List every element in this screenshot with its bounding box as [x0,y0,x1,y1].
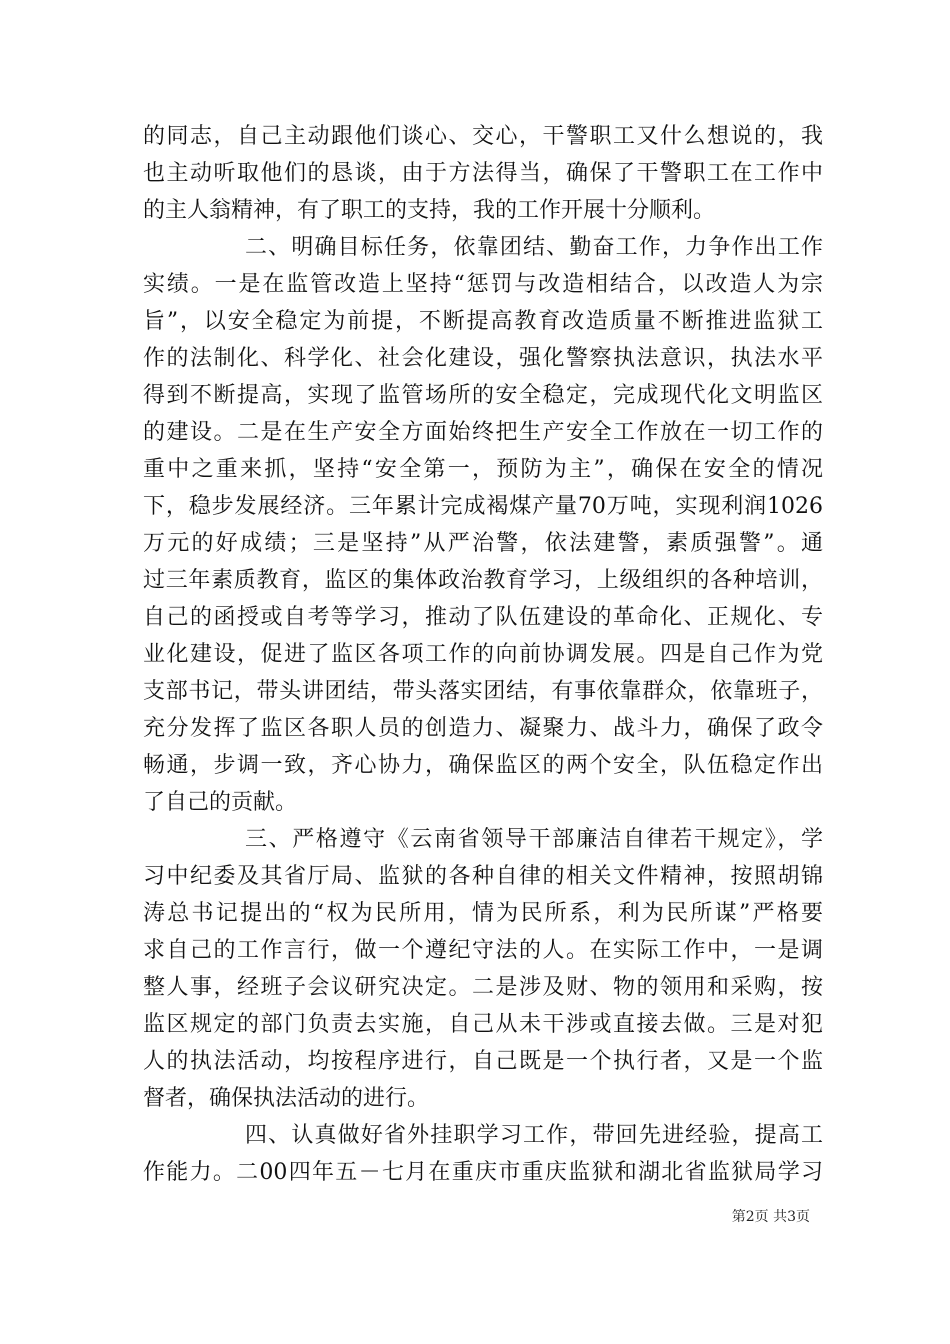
paragraph-2-first-line: 二、明确目标任务，依靠团结、勤奋工作，力争作出工作 [245,235,823,260]
text-line: 监区规定的部门负责去实施，自己从未干涉或直接去做。三是对犯 [143,1012,823,1037]
paragraph-3-first-line: 三、严格遵守《云南省领导干部廉洁自律若干规定》，学 [245,827,823,852]
text-line: 万元的好成绩；三是坚持”从严治警，依法建警，素质强警”。通 [143,531,823,556]
text-line: 得到不断提高，实现了监管场所的安全稳定，完成现代化文明监区 [143,383,823,408]
text-line: 支部书记，带头讲团结，带头落实团结，有事依靠群众，依靠班子， [143,679,823,704]
text-line: 业化建设，促进了监区各项工作的向前协调发展。四是自己作为党 [143,642,823,667]
text-line: 自己的函授或自考等学习，推动了队伍建设的革命化、正规化、专 [143,605,823,630]
text-line: 也主动听取他们的恳谈，由于方法得当，确保了干警职工在工作中 [143,161,823,186]
text-line: 充分发挥了监区各职人员的创造力、凝聚力、战斗力，确保了政令 [143,716,823,741]
text-line: 重中之重来抓，坚持“安全第一，预防为主”，确保在安全的情况 [143,457,823,482]
text-line: 习中纪委及其省厅局、监狱的各种自律的相关文件精神，按照胡锦 [143,864,823,889]
text-line: 实绩。一是在监管改造上坚持“惩罚与改造相结合，以改造人为宗 [143,272,823,297]
text-line: 的建设。二是在生产安全方面始终把生产安全工作放在一切工作的 [143,420,823,445]
text-line: 过三年素质教育，监区的集体政治教育学习，上级组织的各种培训， [143,568,823,593]
text-line: 了自己的贡献。 [143,790,298,815]
text-line: 旨”，以安全稳定为前提，不断提高教育改造质量不断推进监狱工 [143,309,823,334]
text-line: 畅通，步调一致，齐心协力，确保监区的两个安全，队伍稳定作出 [143,753,823,778]
text-line: 作能力。二00四年五－七月在重庆市重庆监狱和湖北省监狱局学习 [143,1160,823,1185]
text-line: 作的法制化、科学化、社会化建设，强化警察执法意识，执法水平 [143,346,823,371]
text-line: 求自己的工作言行，做一个遵纪守法的人。在实际工作中，一是调 [143,938,823,963]
text-line: 整人事，经班子会议研究决定。二是涉及财、物的领用和采购，按 [143,975,823,1000]
text-line: 下，稳步发展经济。三年累计完成褐煤产量70万吨，实现利润1026 [143,494,823,519]
text-line: 督者，确保执法活动的进行。 [143,1086,430,1111]
paragraph-4-first-line: 四、认真做好省外挂职学习工作，带回先进经验，提高工 [245,1123,823,1148]
page-number-footer: 第2页 共3页 [731,1209,810,1225]
text-line: 的主人翁精神，有了职工的支持，我的工作开展十分顺利。 [143,198,716,223]
text-line: 涛总书记提出的“权为民所用，情为民所系，利为民所谋”严格要 [143,901,823,926]
text-line: 的同志，自己主动跟他们谈心、交心，干警职工又什么想说的，我 [143,124,823,149]
text-line: 人的执法活动，均按程序进行，自己既是一个执行者，又是一个监 [143,1049,823,1074]
